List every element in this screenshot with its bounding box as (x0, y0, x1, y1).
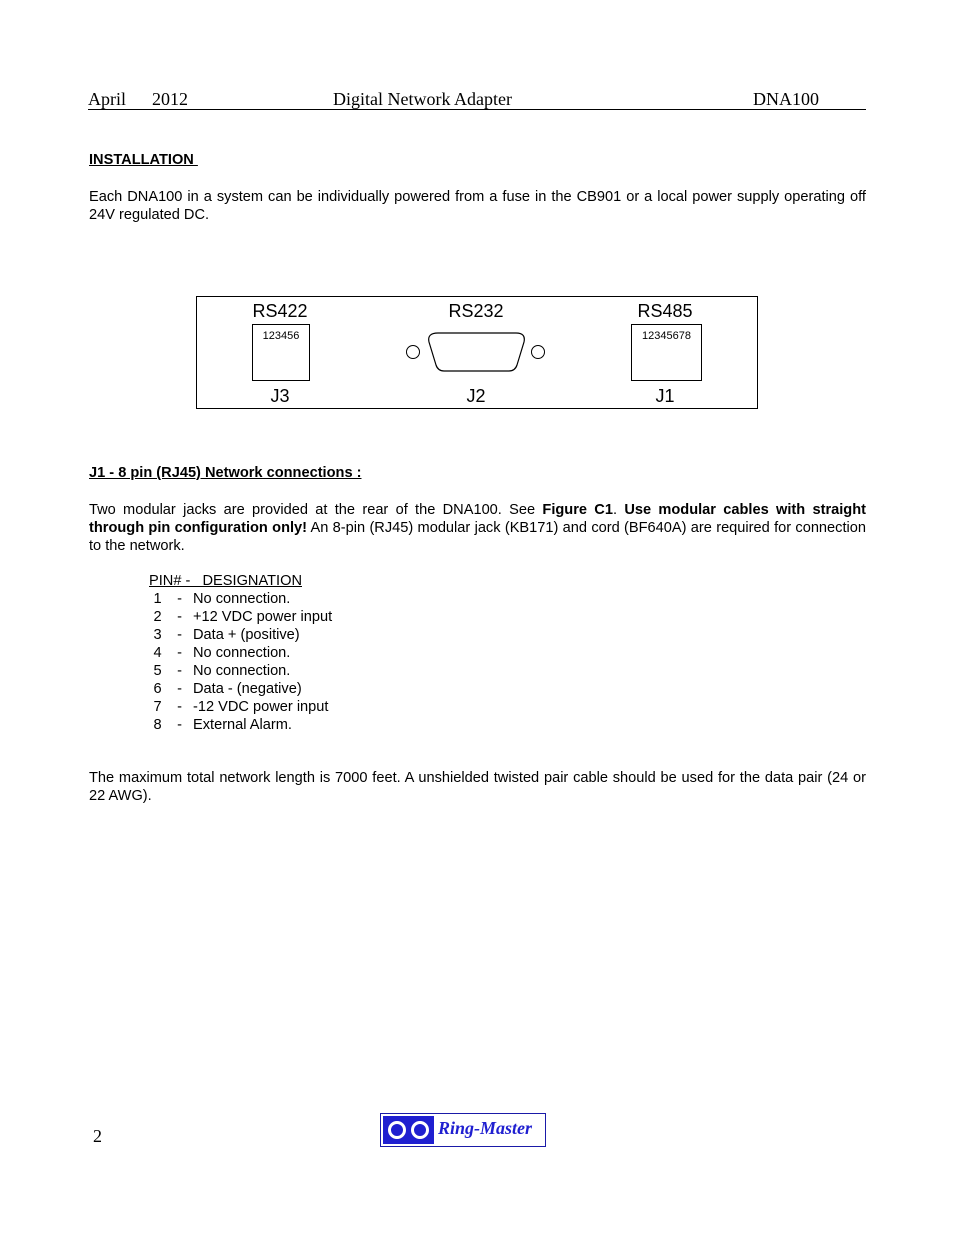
pin-designation: No connection. (193, 591, 291, 607)
pin-row (149, 644, 332, 662)
db9-connector-icon (400, 326, 552, 376)
pin-table-header: PIN# - DESIGNATION (149, 573, 302, 589)
j1-paragraph (89, 501, 866, 555)
header-rule (88, 109, 866, 110)
header-year: 2012 (152, 89, 188, 109)
j1-heading: J1 - 8 pin (RJ45) Network connections : (89, 465, 362, 481)
port-label-rs422: RS422 (252, 301, 308, 321)
pin-dash: - (177, 717, 182, 733)
cable-warning: Use modular cables with straight through pin configuration only! (89, 502, 866, 536)
pin-designation: -12 VDC power input (193, 699, 329, 715)
logo-text: Ring-Master (438, 1118, 533, 1138)
network-length-paragraph: The maximum total network length is 7000 feet. A unshielded twisted pair cable should be used for the data pair (24 or 22 AWG). (89, 770, 866, 804)
pin-row (149, 680, 332, 698)
pin-number: 8 (153, 717, 162, 733)
jack-label-j3: J3 (270, 386, 290, 406)
header-date (88, 89, 188, 110)
installation-heading: INSTALLATION (89, 152, 198, 168)
header-model: DNA100 (753, 89, 819, 109)
figure-reference: Figure C1 (542, 502, 613, 518)
pin-designation: No connection. (193, 645, 291, 661)
installation-paragraph: Each DNA100 in a system can be individually powered from a fuse in the CB901 or a local power supply operating off 24V regulated DC. (89, 189, 866, 223)
pin-dash: - (177, 627, 182, 643)
ring-master-logo (380, 1113, 546, 1147)
pin-designation: No connection. (193, 663, 291, 679)
pin-row (149, 662, 332, 680)
pin-row (149, 608, 332, 626)
pin-number: 2 (153, 609, 162, 625)
pin-dash: - (177, 645, 182, 661)
pin-row (149, 590, 332, 608)
port-label-rs232: RS232 (448, 301, 504, 321)
pin-designation: Data + (positive) (193, 627, 300, 643)
pin-number: 7 (153, 699, 162, 715)
jack-pin-numbers: 12345678 (642, 330, 691, 342)
pin-number: 1 (153, 591, 162, 607)
pin-designation: Data - (negative) (193, 681, 302, 697)
pin-dash: - (177, 681, 182, 697)
pin-row (149, 698, 332, 716)
pin-dash: - (177, 591, 182, 607)
logo-rings-icon (383, 1116, 434, 1144)
pin-designation: External Alarm. (193, 717, 292, 733)
jack-label-j2: J2 (466, 386, 486, 406)
rj-jack-j3 (252, 324, 310, 381)
j1-text-2: . (612, 502, 625, 518)
j1-text-1: Two modular jacks are provided at the rear of the DNA100. See (89, 502, 543, 518)
pin-number: 6 (153, 681, 162, 697)
jack-label-j1: J1 (655, 386, 675, 406)
pin-row (149, 716, 332, 734)
header-month: April (88, 89, 126, 109)
j1-text-3: An 8-pin (RJ45) modular jack (KB171) and cord (BF640A) are required for connection to the network. (89, 520, 866, 554)
pin-dash: - (177, 699, 182, 715)
jack-pin-numbers: 123456 (262, 330, 300, 342)
port-label-rs485: RS485 (637, 301, 693, 321)
page-number: 2 (93, 1126, 102, 1146)
header-title: Digital Network Adapter (333, 89, 512, 109)
pin-row (149, 626, 332, 644)
pin-designation: +12 VDC power input (193, 609, 333, 625)
pin-dash: - (177, 609, 182, 625)
pin-dash: - (177, 663, 182, 679)
pin-number: 5 (153, 663, 162, 679)
pin-number: 3 (153, 627, 162, 643)
pin-table (149, 572, 332, 734)
pin-number: 4 (153, 645, 162, 661)
rj-jack-j1 (631, 324, 702, 381)
